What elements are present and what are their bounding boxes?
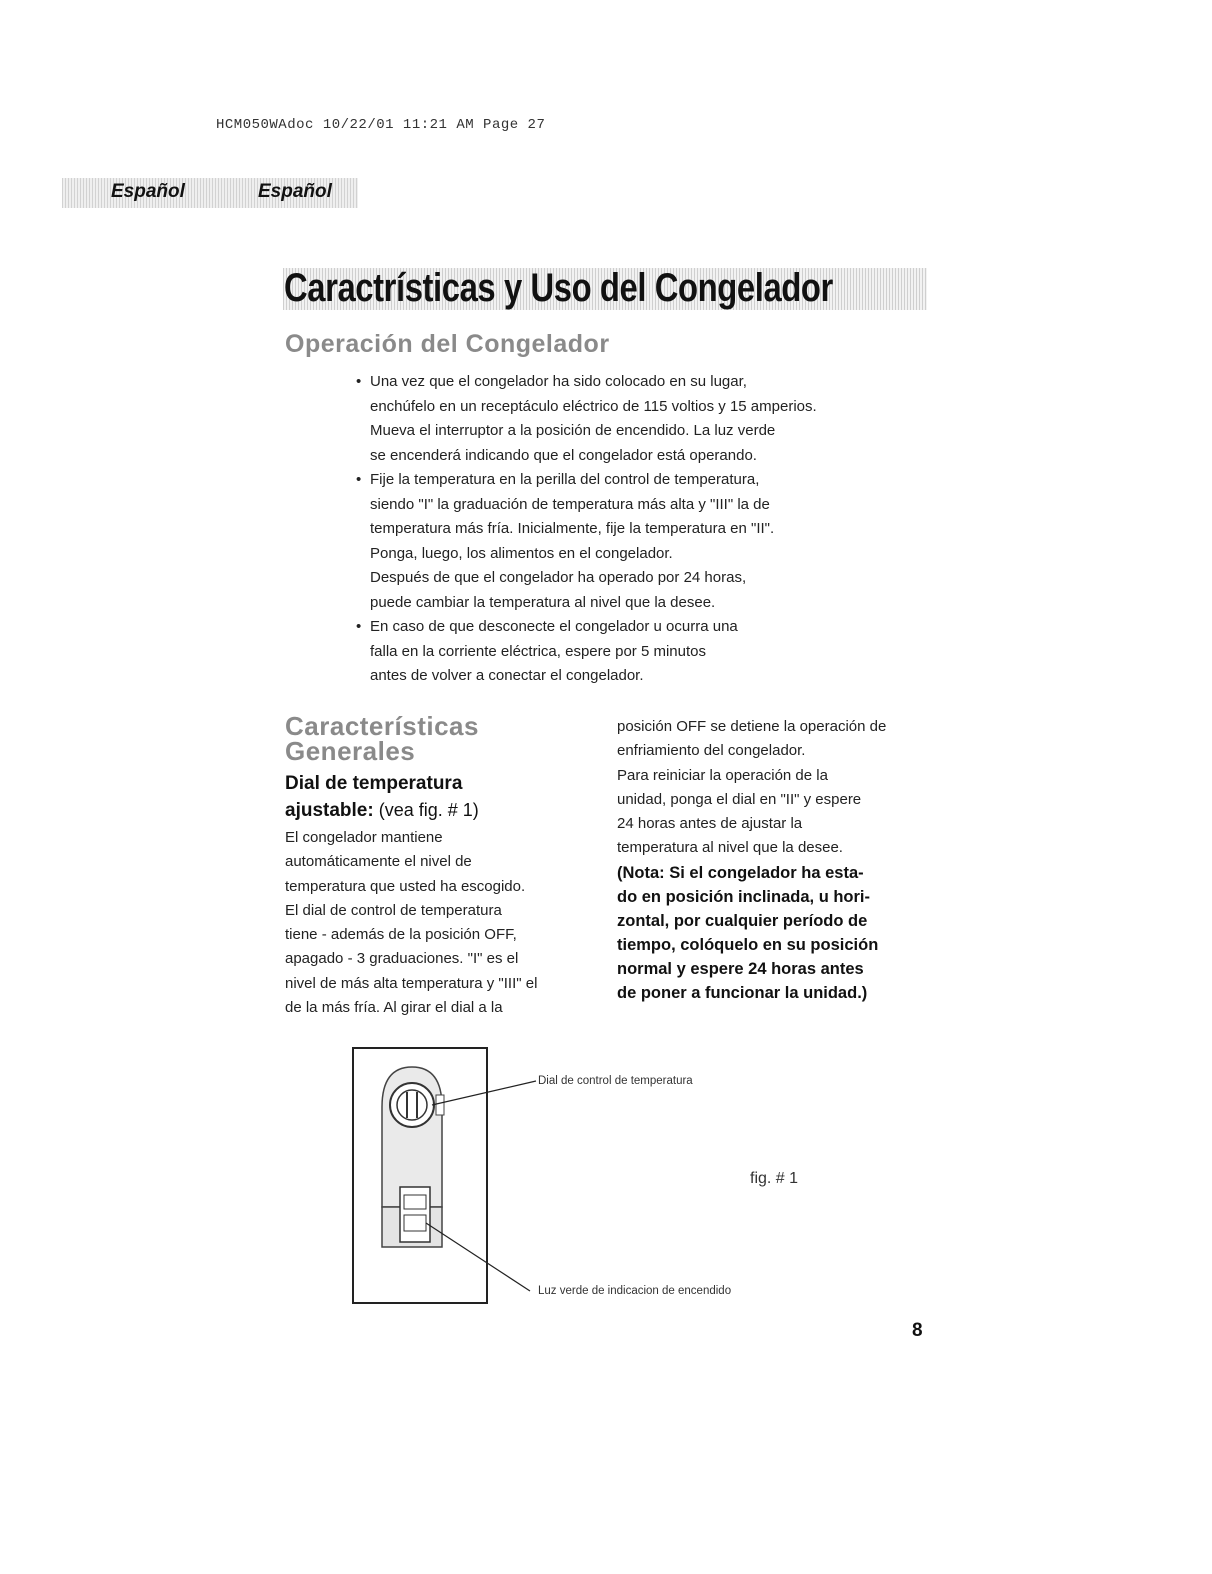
bullet-item [356, 370, 916, 468]
bullet-line: se encenderá indicando que el congelador está operando. [370, 446, 757, 464]
page-title: Caractrísticas y Uso del Congelador [284, 266, 833, 310]
bullet-line: enchúfelo en un receptáculo eléctrico de 115 voltios y 15 amperios. [370, 397, 817, 415]
body-line: automáticamente el nivel de [285, 853, 472, 871]
bullet-line: puede cambiar la temperatura al nivel que la desee. [370, 593, 716, 611]
file-header: HCM050WAdoc 10/22/01 11:21 AM Page 27 [216, 117, 546, 133]
section-heading-operation: Operación del Congelador [285, 330, 610, 358]
note-line: de poner a funcionar la unidad.) [617, 983, 868, 1002]
bullet-line: Mueva el interruptor a la posición de encendido. La luz verde [370, 422, 776, 439]
operation-bullets [356, 370, 916, 689]
language-tab: Español [111, 181, 185, 202]
figure-label: fig. # 1 [750, 1170, 799, 1187]
body-line: tiene - además de la posición OFF, [285, 926, 517, 944]
body-line: apagado - 3 graduaciones. "I" es el [285, 950, 519, 968]
subheading-line: ajustable: [285, 800, 374, 821]
language-band [62, 178, 358, 208]
left-column [285, 770, 585, 1020]
right-column [617, 715, 937, 1005]
language-tab: Español [258, 181, 332, 202]
subheading-line: Dial de temperatura [285, 773, 463, 794]
freezer-control-illustration [352, 1047, 552, 1307]
bullet-item [356, 615, 916, 689]
body-line: El congelador mantiene [285, 829, 443, 846]
bullet-line: • Fije la temperatura en la perilla del control de temperatura, [370, 471, 760, 488]
bullet-line: Ponga, luego, los alimentos en el congelador. [370, 544, 673, 562]
bullet-line: falla en la corriente eléctrica, espere por 5 minutos [370, 642, 707, 660]
bullet-line: temperatura más fría. Inicialmente, fije la temperatura en "II". [370, 520, 775, 537]
body-line: temperatura al nivel que la desee. [617, 839, 843, 857]
page-number: 8 [912, 1320, 923, 1341]
body-line: El dial de control de temperatura [285, 901, 502, 919]
body-line: Para reiniciar la operación de la [617, 766, 828, 784]
note-line: normal y espere 24 horas antes [617, 959, 864, 978]
body-line: nivel de más alta temperatura y "III" el [285, 974, 538, 992]
note-line: tiempo, colóquelo en su posición [617, 935, 879, 954]
bullet-line: siendo "I" la graduación de temperatura más alta y "III" la de [370, 495, 770, 513]
note-line: zontal, por cualquier período de [617, 911, 868, 930]
figure-reference: (vea fig. # 1) [373, 800, 479, 820]
callout-light: Luz verde de indicacion de encendido [538, 1285, 732, 1297]
heading-line: Generales [285, 736, 416, 766]
body-line: unidad, ponga el dial en "II" y espere [617, 790, 862, 808]
bullet-line: antes de volver a conectar el congelador. [370, 667, 644, 684]
note-line: (Nota: Si el congelador ha esta- [617, 863, 864, 882]
heading-line: Características [285, 711, 479, 741]
bullet-line: Después de que el congelador ha operado por 24 horas, [370, 569, 747, 586]
callout-dial: Dial de control de temperatura [538, 1075, 693, 1087]
body-line: temperatura que usted ha escogido. [285, 877, 526, 895]
section-heading-general [285, 711, 479, 766]
bullet-line: • Una vez que el congelador ha sido colocado en su lugar, [370, 373, 747, 390]
note-line: do en posición inclinada, u hori- [617, 887, 871, 906]
body-line: posición OFF se detiene la operación de [617, 718, 887, 735]
body-line: de la más fría. Al girar el dial a la [285, 999, 503, 1017]
body-line: 24 horas antes de ajustar la [617, 815, 803, 833]
body-line: enfriamiento del congelador. [617, 742, 806, 760]
bullet-item [356, 468, 916, 615]
dial-subheading [285, 770, 585, 824]
bullet-line: • En caso de que desconecte el congelador u ocurra una [370, 618, 738, 635]
